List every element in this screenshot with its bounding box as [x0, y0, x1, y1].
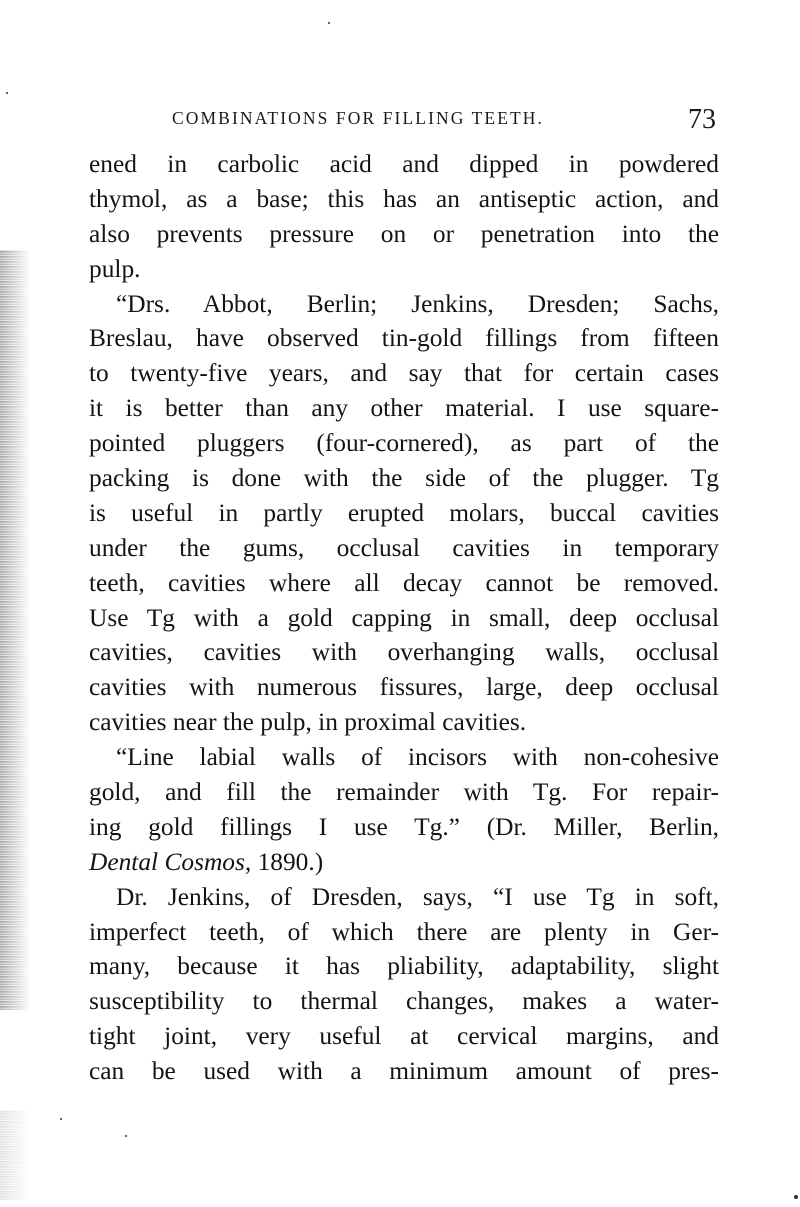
- text-line: [89, 845, 719, 880]
- text-line: is useful in partly erupted molars, buccal cavities: [89, 498, 719, 527]
- text-line: can be used with a minimum amount of pres-: [89, 1057, 719, 1086]
- text-line: cavities, cavities with overhanging walls, occlusal: [89, 638, 719, 667]
- body-text: [89, 147, 719, 1089]
- page-number: 73: [688, 104, 716, 135]
- text-line: cavities near the pulp, in proximal cavities.: [89, 708, 527, 737]
- paper-speck: [328, 22, 330, 24]
- text-line: pointed pluggers (four-cornered), as part of the: [89, 429, 719, 458]
- paper-speck: [60, 1118, 62, 1120]
- paragraph-1: [89, 147, 719, 287]
- text-line: Dr. Jenkins, of Dresden, says, “I use Tg in soft,: [116, 882, 719, 911]
- text-line: gold, and fill the remainder with Tg. For repair-: [89, 778, 719, 807]
- text-line: under the gums, occlusal cavities in temporary: [89, 533, 719, 562]
- paragraph-2: [89, 287, 719, 741]
- text-line: pulp.: [89, 254, 141, 283]
- text-line: to twenty-five years, and say that for certain cases: [89, 359, 719, 388]
- page-header: [172, 104, 720, 144]
- text-line: ing gold fillings I use Tg.” (Dr. Miller, Berlin,: [89, 812, 719, 841]
- text-line: imperfect teeth, of which there are plenty in Ger-: [89, 917, 719, 946]
- text-line: teeth, cavities where all decay cannot be removed.: [89, 568, 719, 597]
- paragraph-3: [89, 740, 719, 880]
- text-line: it is better than any other material. I use square-: [89, 394, 719, 423]
- paper-speck: [794, 1195, 798, 1199]
- paragraph-4: [89, 880, 719, 1089]
- text-line: “Drs. Abbot, Berlin; Jenkins, Dresden; Sachs,: [116, 289, 719, 318]
- page-binding-shadow-lower: [0, 1110, 30, 1200]
- running-title: COMBINATIONS FOR FILLING TEETH.: [172, 108, 544, 128]
- text-line: Use Tg with a gold capping in small, deep occlusal: [89, 603, 719, 632]
- text-line: packing is done with the side of the plugger. Tg: [89, 464, 719, 493]
- paper-speck: [6, 92, 8, 94]
- text-line: cavities with numerous fissures, large, deep occlusal: [89, 673, 719, 702]
- paper-speck: [125, 1135, 127, 1137]
- text-line: susceptibility to thermal changes, makes a water-: [89, 987, 719, 1016]
- page-binding-shadow: [0, 250, 30, 1010]
- text-line: ened in carbolic acid and dipped in powdered: [89, 150, 719, 178]
- text-line: tight joint, very useful at cervical margins, and: [89, 1022, 719, 1051]
- text-line: “Line labial walls of incisors with non-cohesive: [116, 743, 719, 772]
- journal-title: Dental Cosmos,: [89, 847, 252, 876]
- text-line: also prevents pressure on or penetration into the: [89, 219, 719, 248]
- citation-year: 1890.): [251, 847, 324, 876]
- text-line: many, because it has pliability, adaptability, slight: [89, 952, 719, 981]
- text-line: Breslau, have observed tin-gold fillings from fifteen: [89, 324, 719, 353]
- text-line: thymol, as a base; this has an antiseptic action, and: [89, 184, 719, 213]
